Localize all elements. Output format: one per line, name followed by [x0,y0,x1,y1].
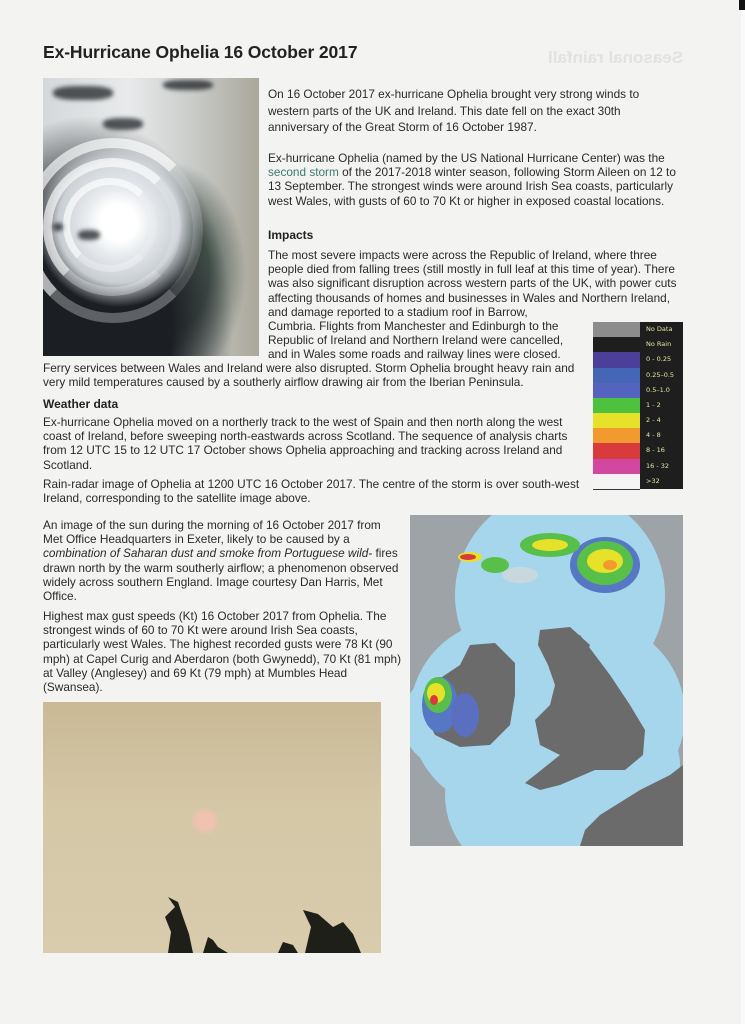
legend-entry [593,383,683,398]
legend-entry [593,443,683,458]
legend-label: >32 [646,476,660,485]
rain-radar-image [410,515,683,846]
impacts-paragraph-cont: Cumbria. Flights from Manchester and Edinburgh to the Republic of Ireland and Northern Ireland were cancelled, and in Wales some roads and railway lines were closed. [268,319,564,362]
intro-text: Ex-hurricane Ophelia (named by the US National Hurricane Center) was the [268,151,665,165]
second-storm-link[interactable]: second storm [268,165,339,180]
legend-label: 0 - 0.25 [646,355,672,364]
legend-entry [593,322,683,337]
legend-label: 0.25–0.5 [646,370,675,379]
legend-swatch [593,352,640,367]
scan-corner-mark [739,0,745,10]
legend-label: 4 - 8 [646,431,661,440]
sun-caption [43,518,403,603]
radar-map [410,515,683,846]
legend-entry [593,428,683,443]
legend-label: No Rain [646,340,672,349]
legend-entry [593,352,683,367]
gust-caption: Highest max gust speeds (Kt) 16 October 2017 from Ophelia. The strongest winds of 60 to 70 Kt were around Irish Sea coasts, particularly west Wales. The highest recorded gusts were 78 Kt (90 mph) at Capel Curig and Aberdaron (both Gwynedd), 70 Kt (81 mph) at Valley (Anglesey) and 69 Kt (79 mph) at Mumbles Head (Swansea). [43,609,402,695]
legend-label: 2 - 4 [646,416,661,425]
intro-text-cont: of the 2017-2018 winter season, following Storm Aileen on 12 to 13 September. The strongest winds were around Irish Sea coasts, particularly west Wales, with gusts of 60 to 70 Kt or higher in exposed coastal locations. [268,165,676,208]
legend-label: 16 - 32 [646,461,670,470]
legend-entry [593,337,683,352]
legend-swatch [593,398,640,413]
legend-swatch [593,443,640,458]
legend-label: 0.5–1.0 [646,385,670,394]
legend-label: 1 - 2 [646,400,661,409]
bleed-through-text: Seasonal rainfall [548,48,684,67]
page-edge [741,0,745,1024]
weather-data-heading: Weather data [43,397,119,411]
legend-swatch [593,383,640,398]
legend-swatch [593,459,640,474]
legend-entry [593,398,683,413]
page-title: Ex-Hurricane Ophelia 16 October 2017 [43,42,358,62]
impacts-paragraph: The most severe impacts were across the Republic of Ireland, where three people died from falling trees (still mostly in full leaf at this time of year). There was also significant disruption across western parts of the UK, with power cuts affecting thousands of homes and businesses in Wales and Northern Ireland, and damage reported to a stadium roof in Barrow, [268,248,677,319]
weather-data-paragraph: Ex-hurricane Ophelia moved on a northerly track to the west of Spain and then north along the west coast of Ireland, before sweeping north-eastwards across Scotland. The sequence of analysis charts from 12 UTC 15 to 12 UTC 17 October shows Ophelia approaching and tracking across Ireland and Scotland. [43,415,568,472]
legend-swatch [593,428,640,443]
impacts-paragraph-end: Ferry services between Wales and Ireland were also disrupted. Storm Ophelia brought heavy rain and very mild temperatures caused by a southerly airflow drawing air from the Iberian Peninsula. [43,361,575,390]
intro-paragraph-1: On 16 October 2017 ex-hurricane Ophelia brought very strong winds to western parts of the UK and Ireland. This date fell on the exact 30th anniversary of the Great Storm of 16 October 1987. [268,87,640,134]
satellite-image [43,78,259,356]
legend-entry [593,368,683,383]
legend-label: 8 - 16 [646,446,665,455]
legend-entry [593,474,683,489]
legend-swatch [593,368,640,383]
legend-swatch [593,474,640,489]
hazy-sun-photo [43,702,381,953]
rain-rate-legend [593,322,683,489]
sun-caption-text-end: fires drawn north by the warm southerly airflow; a phenomenon observed widely across southern England. Image courtesy Dan Harris, Met Office. [43,546,399,604]
sun-caption-text: An image of the sun during the morning of 16 October 2017 from Met Office Headquarters in Exeter, likely to be caused by a [43,518,381,547]
radar-caption: Rain-radar image of Ophelia at 1200 UTC 16 October 2017. The centre of the storm is over south-west Ireland, corresponding to the satellite image above. [43,477,580,506]
legend-label: No Data [646,325,673,333]
legend-underline [593,489,640,490]
legend-entry [593,413,683,428]
impacts-heading: Impacts [268,228,314,242]
intro-paragraph-2 [268,151,686,208]
legend-swatch [593,413,640,428]
legend-entry [593,459,683,474]
sun-caption-italic: combination of Saharan dust and smoke from Portuguese wild- [43,546,373,561]
legend-swatch [593,322,640,337]
tree-silhouettes [43,702,381,953]
legend-swatch [593,337,640,352]
